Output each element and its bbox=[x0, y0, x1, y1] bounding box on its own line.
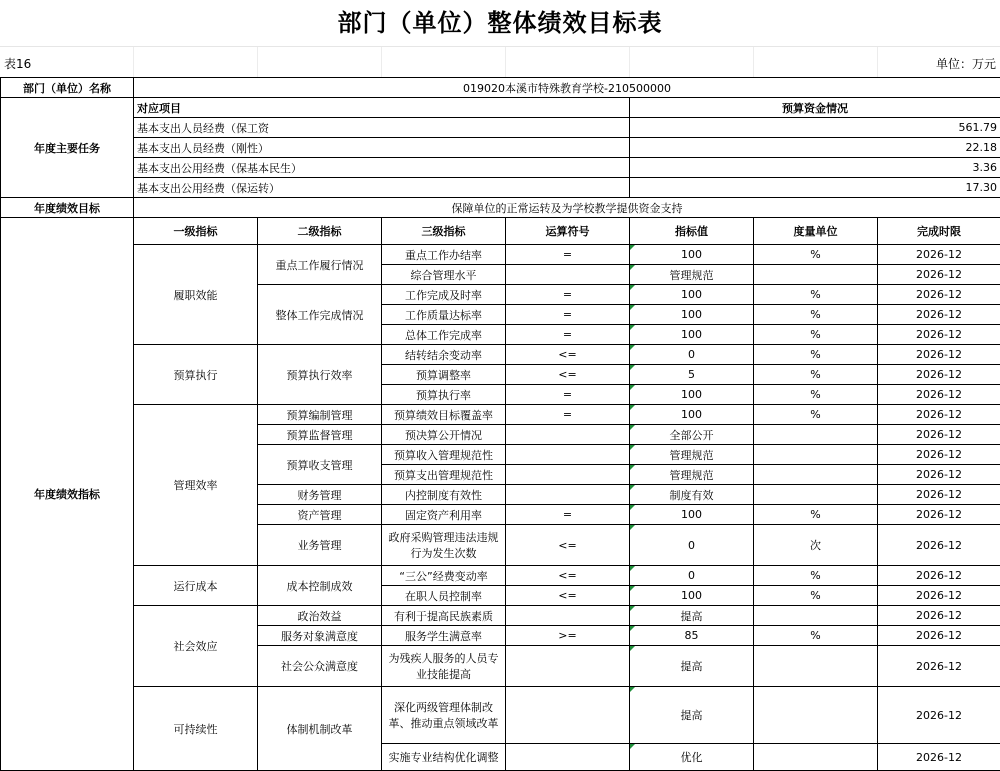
indicator-row bbox=[1, 687, 1000, 744]
deadline-cell: 2026-12 bbox=[878, 305, 1000, 325]
operator-cell bbox=[506, 687, 630, 744]
deadline-cell: 2026-12 bbox=[878, 606, 1000, 626]
task-row bbox=[1, 178, 1000, 198]
unit-cell bbox=[754, 465, 878, 485]
level3-cell: “三公”经费变动率 bbox=[382, 566, 506, 586]
unit-cell bbox=[754, 265, 878, 285]
deadline-cell: 2026-12 bbox=[878, 566, 1000, 586]
level2-cell: 体制机制改革 bbox=[258, 687, 382, 771]
value-cell: 100 bbox=[630, 405, 754, 425]
dept-name: 019020本溪市特殊教育学校-210500000 bbox=[134, 78, 1000, 98]
value-cell: 提高 bbox=[630, 606, 754, 626]
unit-cell: % bbox=[754, 245, 878, 265]
level3-cell: 有利于提高民族素质 bbox=[382, 606, 506, 626]
operator-cell bbox=[506, 425, 630, 445]
operator-cell: = bbox=[506, 325, 630, 345]
deadline-cell: 2026-12 bbox=[878, 626, 1000, 646]
operator-cell: >= bbox=[506, 626, 630, 646]
level2-cell: 服务对象满意度 bbox=[258, 626, 382, 646]
unit-cell: % bbox=[754, 365, 878, 385]
value-cell: 全部公开 bbox=[630, 425, 754, 445]
goal-row bbox=[1, 198, 1000, 218]
unit-cell bbox=[754, 445, 878, 465]
value-cell: 0 bbox=[630, 525, 754, 566]
deadline-cell: 2026-12 bbox=[878, 525, 1000, 566]
operator-cell bbox=[506, 265, 630, 285]
level3-cell: 重点工作办结率 bbox=[382, 245, 506, 265]
task-amount: 3.36 bbox=[630, 158, 1000, 178]
operator-cell: <= bbox=[506, 345, 630, 365]
level3-cell: 深化两级管理体制改革、推动重点领域改革 bbox=[382, 687, 506, 744]
deadline-cell: 2026-12 bbox=[878, 445, 1000, 465]
page-title: 部门（单位）整体绩效目标表 bbox=[0, 0, 1000, 47]
unit-cell: % bbox=[754, 566, 878, 586]
level3-cell: 预决算公开情况 bbox=[382, 425, 506, 445]
level2-cell: 整体工作完成情况 bbox=[258, 285, 382, 345]
deadline-cell: 2026-12 bbox=[878, 465, 1000, 485]
value-cell: 100 bbox=[630, 505, 754, 525]
deadline-cell: 2026-12 bbox=[878, 325, 1000, 345]
header-level3: 三级指标 bbox=[382, 218, 506, 245]
value-cell: 0 bbox=[630, 345, 754, 365]
operator-cell: = bbox=[506, 305, 630, 325]
level3-cell: 结转结余变动率 bbox=[382, 345, 506, 365]
level2-cell: 财务管理 bbox=[258, 485, 382, 505]
indicator-row bbox=[1, 566, 1000, 586]
operator-cell bbox=[506, 606, 630, 626]
level2-cell: 政治效益 bbox=[258, 606, 382, 626]
deadline-cell: 2026-12 bbox=[878, 345, 1000, 365]
level3-cell: 综合管理水平 bbox=[382, 265, 506, 285]
level3-cell: 实施专业结构优化调整 bbox=[382, 744, 506, 771]
value-cell: 85 bbox=[630, 626, 754, 646]
unit-cell bbox=[754, 425, 878, 445]
task-item: 基本支出人员经费（刚性） bbox=[134, 138, 630, 158]
operator-cell bbox=[506, 646, 630, 687]
header-value: 指标值 bbox=[630, 218, 754, 245]
operator-cell: = bbox=[506, 385, 630, 405]
level3-cell: 预算调整率 bbox=[382, 365, 506, 385]
unit-cell: % bbox=[754, 345, 878, 365]
unit-cell: % bbox=[754, 505, 878, 525]
meta-gridlines bbox=[0, 47, 1000, 77]
level2-cell: 预算监督管理 bbox=[258, 425, 382, 445]
header-level1: 一级指标 bbox=[134, 218, 258, 245]
unit-cell bbox=[754, 744, 878, 771]
value-cell: 100 bbox=[630, 586, 754, 606]
deadline-cell: 2026-12 bbox=[878, 485, 1000, 505]
tasks-section-label: 年度主要任务 bbox=[1, 98, 134, 198]
indicator-row bbox=[1, 345, 1000, 365]
goal-table bbox=[0, 77, 1000, 771]
task-row bbox=[1, 158, 1000, 178]
value-cell: 100 bbox=[630, 285, 754, 305]
deadline-cell: 2026-12 bbox=[878, 505, 1000, 525]
level2-cell: 重点工作履行情况 bbox=[258, 245, 382, 285]
value-cell: 100 bbox=[630, 305, 754, 325]
operator-cell bbox=[506, 445, 630, 465]
table-number: 表16 bbox=[4, 55, 31, 72]
level1-cell: 管理效率 bbox=[134, 405, 258, 566]
level1-cell: 社会效应 bbox=[134, 606, 258, 687]
task-amount: 22.18 bbox=[630, 138, 1000, 158]
unit-cell bbox=[754, 485, 878, 505]
value-cell: 100 bbox=[630, 325, 754, 345]
task-item: 基本支出人员经费（保工资 bbox=[134, 118, 630, 138]
deadline-cell: 2026-12 bbox=[878, 687, 1000, 744]
operator-cell: = bbox=[506, 505, 630, 525]
level3-cell: 内控制度有效性 bbox=[382, 485, 506, 505]
deadline-cell: 2026-12 bbox=[878, 385, 1000, 405]
level2-cell: 成本控制成效 bbox=[258, 566, 382, 606]
col-item-header: 对应项目 bbox=[134, 98, 630, 118]
level3-cell: 总体工作完成率 bbox=[382, 325, 506, 345]
task-amount: 17.30 bbox=[630, 178, 1000, 198]
header-operator: 运算符号 bbox=[506, 218, 630, 245]
deadline-cell: 2026-12 bbox=[878, 365, 1000, 385]
level2-cell: 预算执行效率 bbox=[258, 345, 382, 405]
level3-cell: 固定资产利用率 bbox=[382, 505, 506, 525]
unit-cell bbox=[754, 687, 878, 744]
level3-cell: 在职人员控制率 bbox=[382, 586, 506, 606]
indicator-row bbox=[1, 245, 1000, 265]
dept-label: 部门（单位）名称 bbox=[1, 78, 134, 98]
level3-cell: 预算收入管理规范性 bbox=[382, 445, 506, 465]
deadline-cell: 2026-12 bbox=[878, 285, 1000, 305]
level3-cell: 工作完成及时率 bbox=[382, 285, 506, 305]
unit-cell: % bbox=[754, 405, 878, 425]
value-cell: 提高 bbox=[630, 646, 754, 687]
unit-cell: 次 bbox=[754, 525, 878, 566]
operator-cell: <= bbox=[506, 525, 630, 566]
level2-cell: 资产管理 bbox=[258, 505, 382, 525]
operator-cell: = bbox=[506, 245, 630, 265]
operator-cell: <= bbox=[506, 566, 630, 586]
level3-cell: 预算支出管理规范性 bbox=[382, 465, 506, 485]
dept-row bbox=[1, 78, 1000, 98]
level1-cell: 预算执行 bbox=[134, 345, 258, 405]
unit-cell: % bbox=[754, 586, 878, 606]
unit-cell bbox=[754, 606, 878, 626]
deadline-cell: 2026-12 bbox=[878, 586, 1000, 606]
level1-cell: 运行成本 bbox=[134, 566, 258, 606]
indicator-header-row bbox=[1, 218, 1000, 245]
task-row bbox=[1, 138, 1000, 158]
col-budget-header: 预算资金情况 bbox=[630, 98, 1000, 118]
indicator-row bbox=[1, 405, 1000, 425]
indicator-row bbox=[1, 606, 1000, 626]
level2-cell: 社会公众满意度 bbox=[258, 646, 382, 687]
unit-cell: % bbox=[754, 305, 878, 325]
level3-cell: 为残疾人服务的人员专业技能提高 bbox=[382, 646, 506, 687]
level3-cell: 预算绩效目标覆盖率 bbox=[382, 405, 506, 425]
operator-cell: <= bbox=[506, 586, 630, 606]
level1-cell: 履职效能 bbox=[134, 245, 258, 345]
goal-label: 年度绩效目标 bbox=[1, 198, 134, 218]
level3-cell: 服务学生满意率 bbox=[382, 626, 506, 646]
value-cell: 提高 bbox=[630, 687, 754, 744]
header-unit: 度量单位 bbox=[754, 218, 878, 245]
operator-cell: <= bbox=[506, 365, 630, 385]
meta-row bbox=[0, 47, 1000, 77]
value-cell: 制度有效 bbox=[630, 485, 754, 505]
level2-cell: 预算收支管理 bbox=[258, 445, 382, 485]
value-cell: 0 bbox=[630, 566, 754, 586]
operator-cell: = bbox=[506, 405, 630, 425]
task-item: 基本支出公用经费（保运转） bbox=[134, 178, 630, 198]
value-cell: 优化 bbox=[630, 744, 754, 771]
value-cell: 100 bbox=[630, 385, 754, 405]
deadline-cell: 2026-12 bbox=[878, 646, 1000, 687]
unit-cell bbox=[754, 646, 878, 687]
value-cell: 管理规范 bbox=[630, 465, 754, 485]
level2-cell: 预算编制管理 bbox=[258, 405, 382, 425]
level2-cell: 业务管理 bbox=[258, 525, 382, 566]
operator-cell bbox=[506, 744, 630, 771]
value-cell: 管理规范 bbox=[630, 445, 754, 465]
indicators-section-label: 年度绩效指标 bbox=[1, 218, 134, 771]
deadline-cell: 2026-12 bbox=[878, 425, 1000, 445]
header-level2: 二级指标 bbox=[258, 218, 382, 245]
task-amount: 561.79 bbox=[630, 118, 1000, 138]
unit-cell: % bbox=[754, 385, 878, 405]
header-deadline: 完成时限 bbox=[878, 218, 1000, 245]
tasks-header-row bbox=[1, 98, 1000, 118]
deadline-cell: 2026-12 bbox=[878, 245, 1000, 265]
deadline-cell: 2026-12 bbox=[878, 744, 1000, 771]
level3-cell: 工作质量达标率 bbox=[382, 305, 506, 325]
deadline-cell: 2026-12 bbox=[878, 265, 1000, 285]
unit-cell: % bbox=[754, 626, 878, 646]
unit-label: 单位：万元 bbox=[936, 55, 996, 72]
level1-cell: 可持续性 bbox=[134, 687, 258, 771]
value-cell: 5 bbox=[630, 365, 754, 385]
unit-cell: % bbox=[754, 285, 878, 305]
task-item: 基本支出公用经费（保基本民生） bbox=[134, 158, 630, 178]
level3-cell: 政府采购管理违法违规行为发生次数 bbox=[382, 525, 506, 566]
deadline-cell: 2026-12 bbox=[878, 405, 1000, 425]
operator-cell bbox=[506, 485, 630, 505]
operator-cell bbox=[506, 465, 630, 485]
task-row bbox=[1, 118, 1000, 138]
value-cell: 管理规范 bbox=[630, 265, 754, 285]
unit-cell: % bbox=[754, 325, 878, 345]
value-cell: 100 bbox=[630, 245, 754, 265]
operator-cell: = bbox=[506, 285, 630, 305]
level3-cell: 预算执行率 bbox=[382, 385, 506, 405]
goal-text: 保障单位的正常运转及为学校教学提供资金支持 bbox=[134, 198, 1000, 218]
